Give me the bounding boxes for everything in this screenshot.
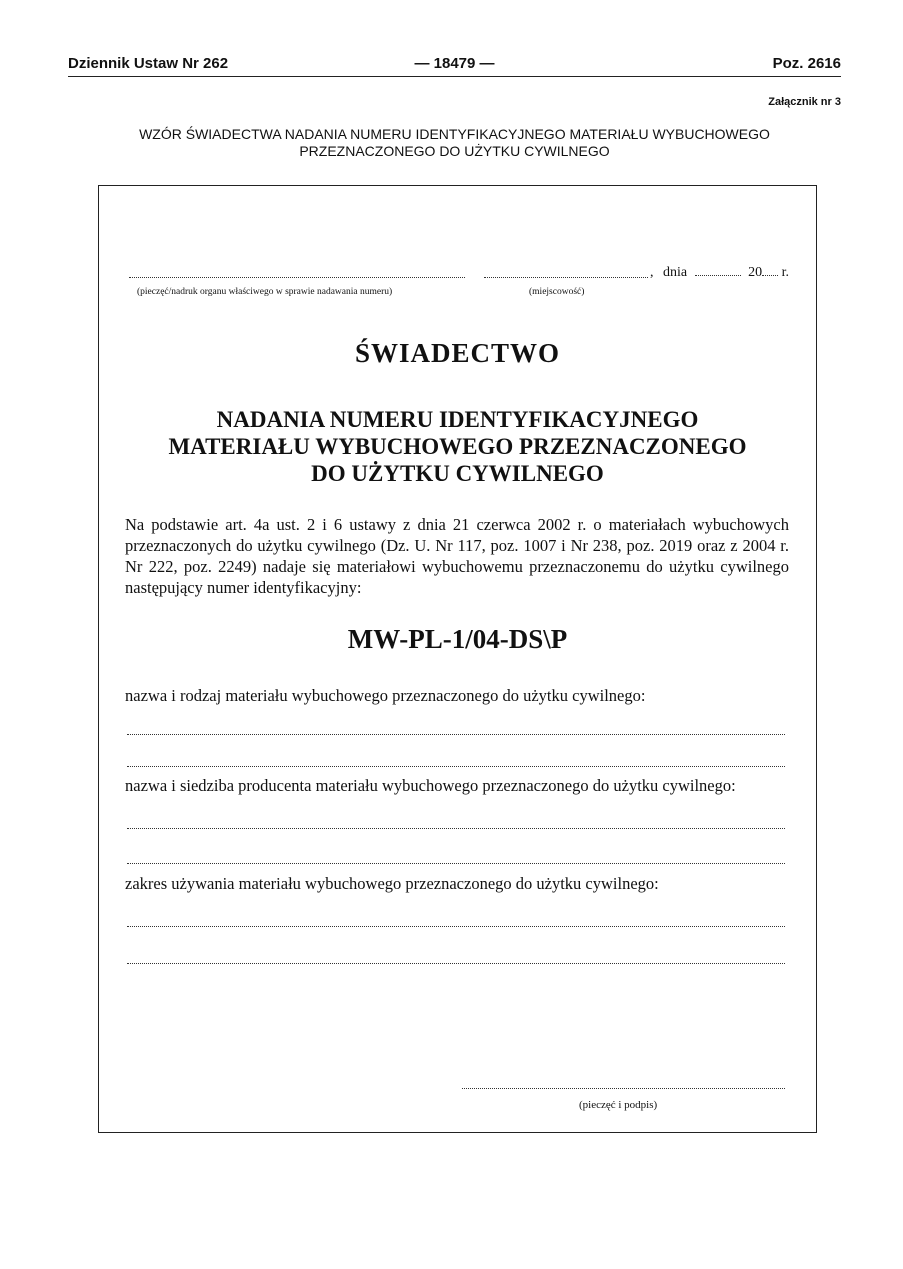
usage-scope-label: zakres używania materiału wybuchowego przeznaczonego do użytku cywilnego: — [125, 874, 659, 893]
seal-field[interactable] — [129, 277, 465, 278]
journal-name: Dziennik Ustaw Nr 262 — [68, 55, 229, 72]
place-comma: , — [650, 265, 654, 280]
usage-scope-line-1[interactable] — [127, 926, 785, 927]
annex-label: Załącznik nr 3 — [768, 96, 841, 108]
material-name-line-2[interactable] — [127, 766, 785, 767]
running-header — [68, 55, 841, 77]
manufacturer-label: nazwa i siedziba producenta materiału wybuchowego przeznaczonego do użytku cywilnego: — [125, 776, 736, 795]
manufacturer-line-1[interactable] — [127, 828, 785, 829]
signature-field[interactable] — [462, 1088, 785, 1089]
date-day-field[interactable] — [695, 275, 741, 276]
document-title-line-1: WZÓR ŚWIADECTWA NADANIA NUMERU IDENTYFIKACYJNEGO MATERIAŁU WYBUCHOWEGO — [139, 126, 770, 142]
date-field — [663, 265, 789, 281]
position-number: Poz. 2616 — [772, 55, 841, 72]
signature-caption: (pieczęć i podpis) — [579, 1099, 658, 1111]
manufacturer-line-2[interactable] — [127, 863, 785, 864]
material-name-label: nazwa i rodzaj materiału wybuchowego przeznaczonego do użytku cywilnego: — [125, 686, 646, 705]
usage-scope-line-2[interactable] — [127, 963, 785, 964]
date-suffix: r. — [781, 265, 789, 280]
date-year: 20 — [748, 265, 763, 280]
certificate-form — [98, 185, 817, 1133]
date-prefix: dnia — [663, 265, 688, 280]
date-year-field[interactable] — [762, 275, 778, 276]
material-name-line-1[interactable] — [127, 734, 785, 735]
certificate-heading: ŚWIADECTWO — [354, 338, 561, 368]
subheading-line-2: MATERIAŁU WYBUCHOWEGO PRZEZNACZONEGO — [168, 434, 747, 459]
place-field[interactable] — [484, 277, 648, 278]
place-caption: (miejscowość) — [529, 287, 585, 297]
document-title-line-2: PRZEZNACZONEGO DO UŻYTKU CYWILNEGO — [299, 143, 610, 159]
identification-number: MW-PL-1/04-DS\P — [347, 624, 568, 654]
subheading-line-3: DO UŻYTKU CYWILNEGO — [311, 461, 604, 486]
document-title — [68, 126, 841, 160]
legal-basis-paragraph: Na podstawie art. 4a ust. 2 i 6 ustawy z dnia 21 czerwca 2002 r. o materiałach wybuchowych przeznaczonych do użytku cywilnego (Dz. U. Nr 117, poz. 1007 i Nr 238, poz. 2019 oraz z 2004 r. Nr 222, poz. 2249) nadaje się materiałowi wybuchowemu przeznaczonemu do użytku cywilnego następujący numer identyfikacyjny: — [125, 515, 789, 597]
seal-caption: (pieczęć/nadruk organu właściwego w sprawie nadawania numeru) — [137, 287, 393, 297]
certificate-subheading — [99, 406, 816, 487]
page-number: — 18479 — — [414, 55, 495, 72]
header-rule — [68, 76, 841, 77]
subheading-line-1: NADANIA NUMERU IDENTYFIKACYJNEGO — [216, 407, 699, 432]
